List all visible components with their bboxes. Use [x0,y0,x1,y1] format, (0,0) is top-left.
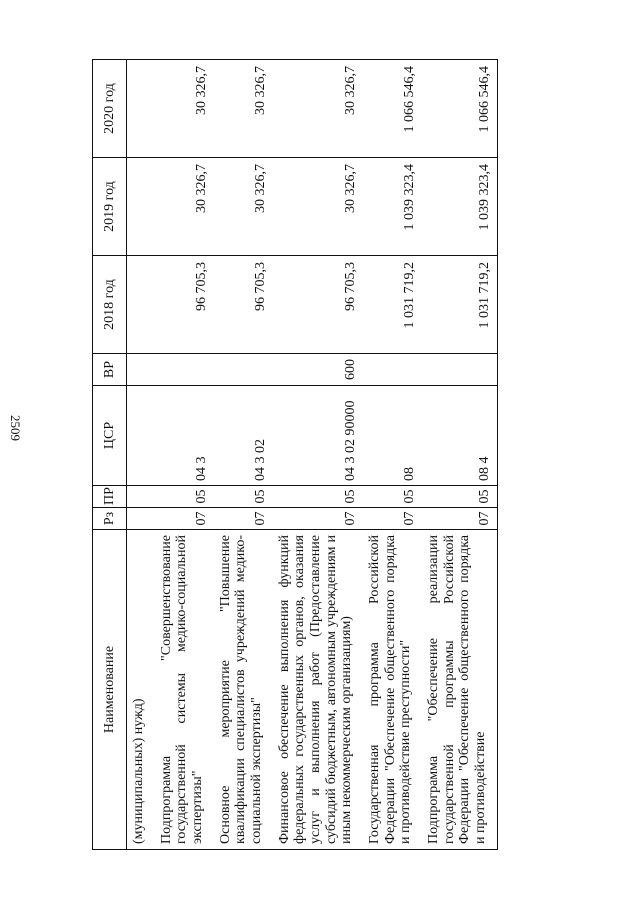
table-row [422,60,497,850]
row-2018: 96 705,3 [155,256,214,354]
row-2020: 1 066 546,4 [422,60,497,158]
row-csr: 08 4 [422,386,497,486]
row-2018: 96 705,3 [273,256,363,354]
row-csr: 04 3 02 [214,386,273,486]
table-row [363,60,422,850]
row-vr [422,354,497,386]
row-2018: 1 031 719,2 [363,256,422,354]
rotated-page-content [92,60,597,850]
row-vr [363,354,422,386]
header-rz: Рз [93,508,127,530]
row-csr: 08 [363,386,422,486]
row-rz: 07 [214,508,273,530]
budget-table [92,59,498,850]
row-2018 [127,256,155,354]
row-2020: 30 326,7 [273,60,363,158]
row-name: Основное мероприятие "Повышение квалификации специалистов учреждений медико-социальной экспертизы" [214,530,273,850]
row-name: (муниципальных) нужд) [127,530,155,850]
header-2020: 2020 год [93,60,127,158]
table-row [155,60,214,850]
row-2019: 30 326,7 [273,158,363,256]
page-number: 2509 [8,415,23,441]
row-2019: 30 326,7 [155,158,214,256]
row-2019 [127,158,155,256]
row-csr: 04 3 [155,386,214,486]
row-pr: 05 [363,486,422,508]
row-vr [214,354,273,386]
row-name: Подпрограмма "Совершенствование государственной системы медико-социальной экспертизы" [155,530,214,850]
row-vr: 600 [273,354,363,386]
row-pr: 05 [214,486,273,508]
row-csr [127,386,155,486]
row-name: Подпрограмма "Обеспечение реализации государственной программы Российской Федерации "Обеспечение общественного порядка и противодействие [422,530,497,850]
row-pr: 05 [273,486,363,508]
header-pr: ПР [93,486,127,508]
row-2018: 96 705,3 [214,256,273,354]
row-name: Государственная программа Российской Федерации "Обеспечение общественного порядка и противодействие преступности" [363,530,422,850]
header-csr: ЦСР [93,386,127,486]
row-2020: 30 326,7 [155,60,214,158]
row-pr: 05 [155,486,214,508]
row-pr: 05 [422,486,497,508]
row-name: Финансовое обеспечение выполнения функций федеральных государственных органов, оказания услуг и выполнения работ (Предоставление субсидий бюджетным, автономным учреждениям и иным некоммерческим организациям) [273,530,363,850]
row-2020 [127,60,155,158]
table-row [127,60,155,850]
table-row [273,60,363,850]
row-pr [127,486,155,508]
row-2019: 30 326,7 [214,158,273,256]
header-vr: ВР [93,354,127,386]
header-2018: 2018 год [93,256,127,354]
row-2019: 1 039 323,4 [363,158,422,256]
row-2020: 1 066 546,4 [363,60,422,158]
row-csr: 04 3 02 90000 [273,386,363,486]
row-vr [155,354,214,386]
row-rz: 07 [155,508,214,530]
row-2018: 1 031 719,2 [422,256,497,354]
table-header-row [93,60,127,850]
table-row [214,60,273,850]
row-rz: 07 [273,508,363,530]
row-rz: 07 [422,508,497,530]
row-2019: 1 039 323,4 [422,158,497,256]
header-2019: 2019 год [93,158,127,256]
row-2020: 30 326,7 [214,60,273,158]
row-vr [127,354,155,386]
row-rz: 07 [363,508,422,530]
row-rz [127,508,155,530]
header-name: Наименование [93,530,127,850]
